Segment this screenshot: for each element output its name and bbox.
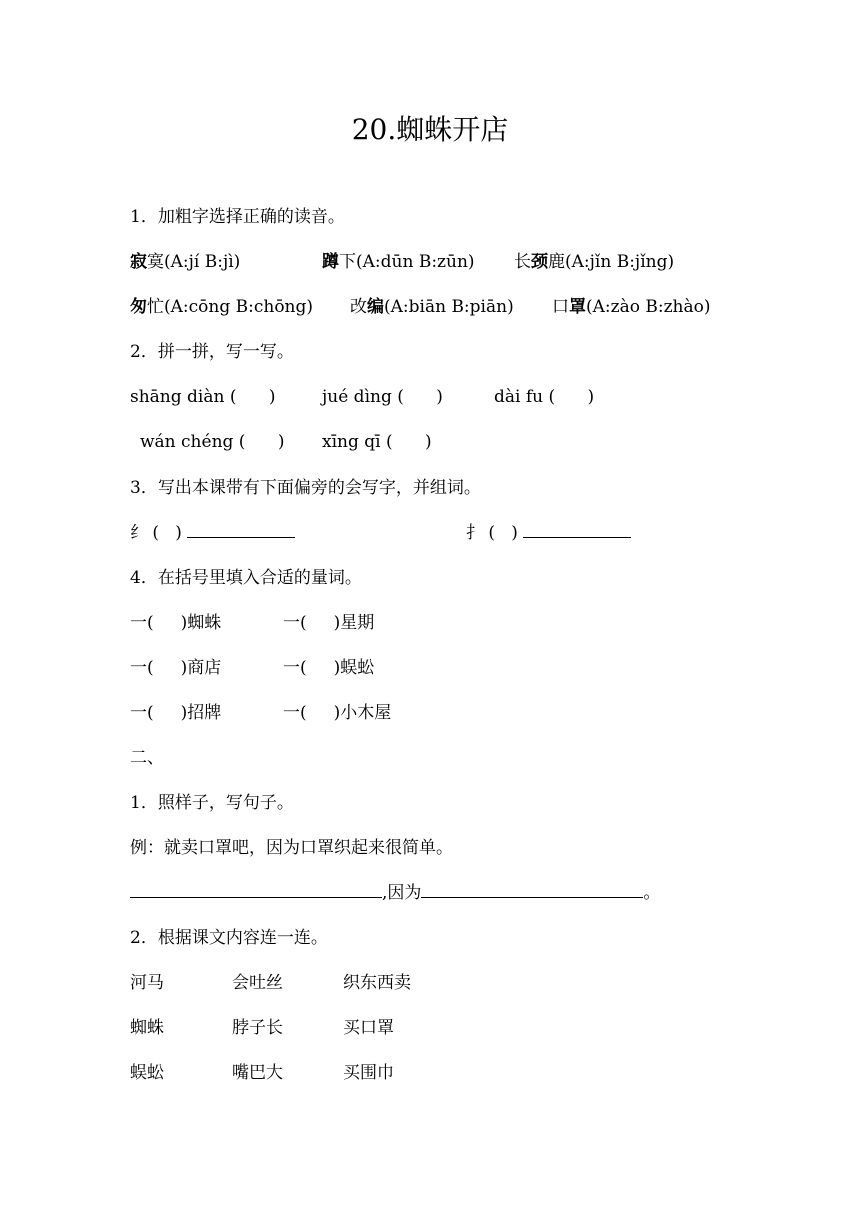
measure-word-item: 一( )蜘蛛	[130, 613, 222, 633]
s2-q1-example: 例：就卖口罩吧，因为口罩织起来很简单。	[130, 838, 453, 858]
match-trait: 会吐丝	[232, 973, 283, 993]
pinyin-item: dài fu ( )	[494, 387, 595, 407]
q1-item-dunxia	[322, 250, 475, 274]
pinyin-item: jué dìng ( )	[322, 387, 443, 407]
s2-q1-heading: 1．照样子，写句子。	[130, 793, 294, 813]
q4-heading: 4．在括号里填入合适的量词。	[130, 568, 362, 588]
q1-item-changjinglu	[514, 250, 674, 274]
page-title: 20.蜘蛛开店	[351, 113, 509, 146]
item-text: (A:zào B:zhào)	[586, 297, 711, 317]
answer-blank[interactable]	[523, 521, 631, 538]
match-trait: 嘴巴大	[232, 1063, 283, 1083]
radical-item-hand	[466, 521, 631, 545]
item-text: 鹿(A:jǐn B:jǐng)	[548, 252, 675, 272]
match-action: 买口罩	[343, 1018, 394, 1038]
measure-word-item: 一( )小木屋	[283, 703, 392, 723]
section-two-label: 二、	[130, 748, 164, 768]
pinyin-item: shāng diàn ( )	[130, 387, 276, 407]
q1-heading: 1．加粗字选择正确的读音。	[130, 207, 345, 227]
match-action: 买围巾	[343, 1063, 394, 1083]
s2-q2-heading: 2．根据课文内容连一连。	[130, 928, 328, 948]
radical-item-silk	[130, 521, 295, 545]
q1-item-kouzhao	[552, 295, 711, 319]
because-text: ,因为	[382, 883, 422, 903]
q1-item-gaibian	[350, 295, 514, 319]
match-animal: 蜈蚣	[130, 1063, 164, 1083]
q3-heading: 3．写出本课带有下面偏旁的会写字，并组词。	[130, 478, 481, 498]
q1-item-jimo	[130, 250, 240, 274]
q2-heading: 2．拼一拼，写一写。	[130, 342, 294, 362]
match-action: 织东西卖	[343, 973, 411, 993]
match-animal: 河马	[130, 973, 164, 993]
answer-blank[interactable]	[421, 881, 643, 898]
item-text: 忙(A:cōng B:chōng)	[147, 297, 314, 317]
bold-char: 寂	[130, 252, 147, 272]
match-trait: 脖子长	[232, 1018, 283, 1038]
item-prefix: 口	[552, 297, 569, 317]
measure-word-item: 一( )商店	[130, 658, 222, 678]
match-animal: 蜘蛛	[130, 1018, 164, 1038]
answer-blank[interactable]	[187, 521, 295, 538]
item-prefix: 长	[514, 252, 531, 272]
bold-char: 罩	[569, 297, 586, 317]
answer-blank[interactable]	[130, 881, 382, 898]
pinyin-item: wán chéng ( )	[140, 432, 285, 452]
bold-char: 匆	[130, 297, 147, 317]
radical-text: 扌 ( )	[466, 523, 518, 543]
item-text: 寞(A:jí B:jì)	[147, 252, 241, 272]
bold-char: 颈	[531, 252, 548, 272]
q1-item-congmang	[130, 295, 313, 319]
item-text: (A:biān B:piān)	[384, 297, 514, 317]
bold-char: 编	[367, 297, 384, 317]
bold-char: 蹲	[322, 252, 339, 272]
measure-word-item: 一( )招牌	[130, 703, 222, 723]
period-text: 。	[643, 883, 661, 903]
measure-word-item: 一( )星期	[283, 613, 375, 633]
item-text: 下(A:dūn B:zūn)	[339, 252, 475, 272]
radical-text: 纟 ( )	[130, 523, 182, 543]
sentence-writing-line	[130, 881, 660, 905]
pinyin-item: xīng qī ( )	[322, 432, 432, 452]
item-prefix: 改	[350, 297, 367, 317]
measure-word-item: 一( )蜈蚣	[283, 658, 375, 678]
